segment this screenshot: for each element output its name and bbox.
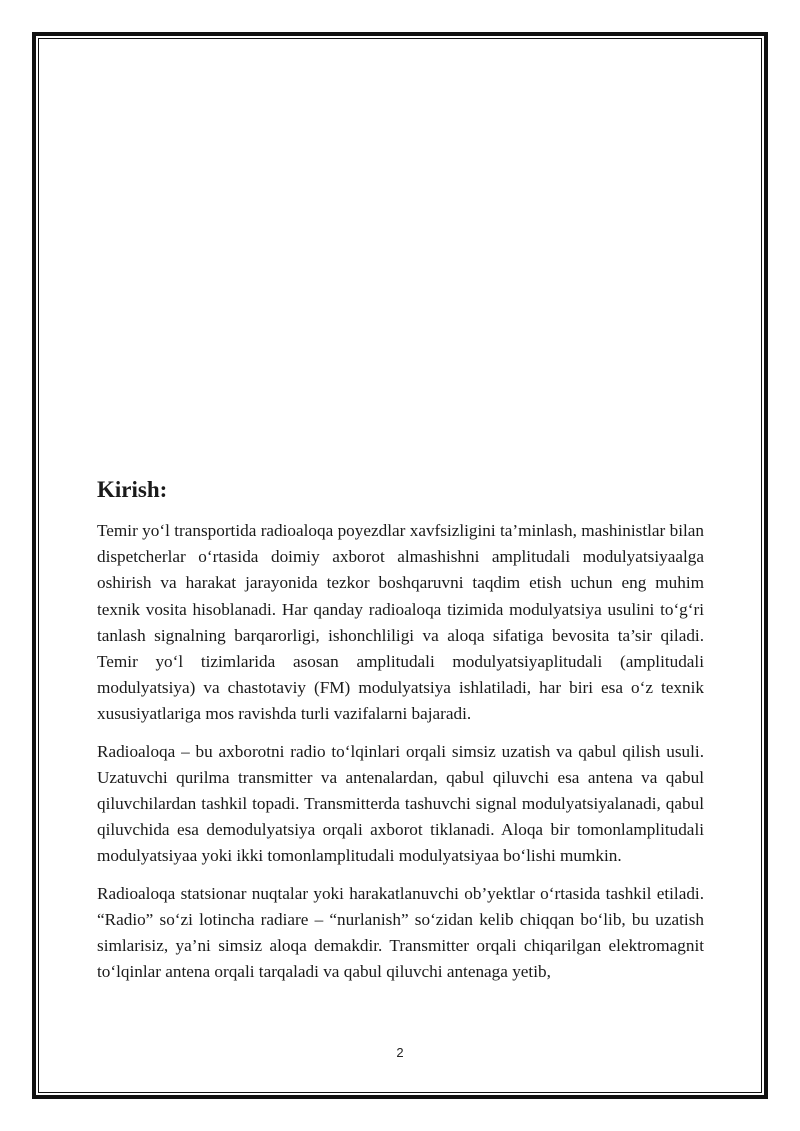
section-heading: Kirish: [97,477,168,502]
page-number: 2 [396,1045,404,1060]
paragraph-1: Temir yo‘l transportida radioaloqa poyezdlar xavfsizligini ta’minlash, mashinistlar bilan dispetcherlar o‘rtasida doimiy axborot almashishni amplitudali modulyatsiyaalga oshirish va harakat jarayonida tezkor boshqaruvni taqdim etish uchun eng muhim texnik vosita hisoblanadi. Har qanday radioaloqa tizimida modulyatsiya usulini to‘g‘ri tanlash signalning barqarorligi, ishonchliligi va aloqa sifatiga bevosita ta’sir qiladi. Temir yo‘l tizimlarida asosan amplitudali modulyatsiyaplitudali (amplitudali modulyatsiya) va chastotaviy (FM) modulyatsiya ishlatiladi, har biri esa o‘z texnik xususiyatlariga mos ravishda turli vazifalarni bajaradi. [97,521,704,724]
paragraph-2: Radioaloqa – bu axborotni radio to‘lqinlari orqali simsiz uzatish va qabul qilish usuli. Uzatuvchi qurilma transmitter va antenalardan, qabul qiluvchi esa antena va qabul qiluvchilardan tashkil topadi. Transmitterda tashuvchi signal modulyatsiyalanadi, qabul qiluvchida esa demodulyatsiya orqali axborot tiklanadi. Aloqa bir tomonlamplitudali modulyatsiyaa yoki ikki tomonlamplitudali modulyatsiyaa bo‘lishi mumkin. [97,741,704,866]
paragraph-3: Radioaloqa statsionar nuqtalar yoki harakatlanuvchi ob’yektlar o‘rtasida tashkil etiladi. “Radio” so‘zi lotincha radiare – “nurlanish” so‘zidan kelib chiqqan bo‘lib, bu uzatish simlarisiz, ya’ni simsiz aloqa demakdir. Transmitter orqali chiqarilgan elektromagnit to‘lqinlar antena orqali tarqaladi va qabul qiluvchi antenaga yetib, [97,883,704,982]
page-content [97,476,704,996]
